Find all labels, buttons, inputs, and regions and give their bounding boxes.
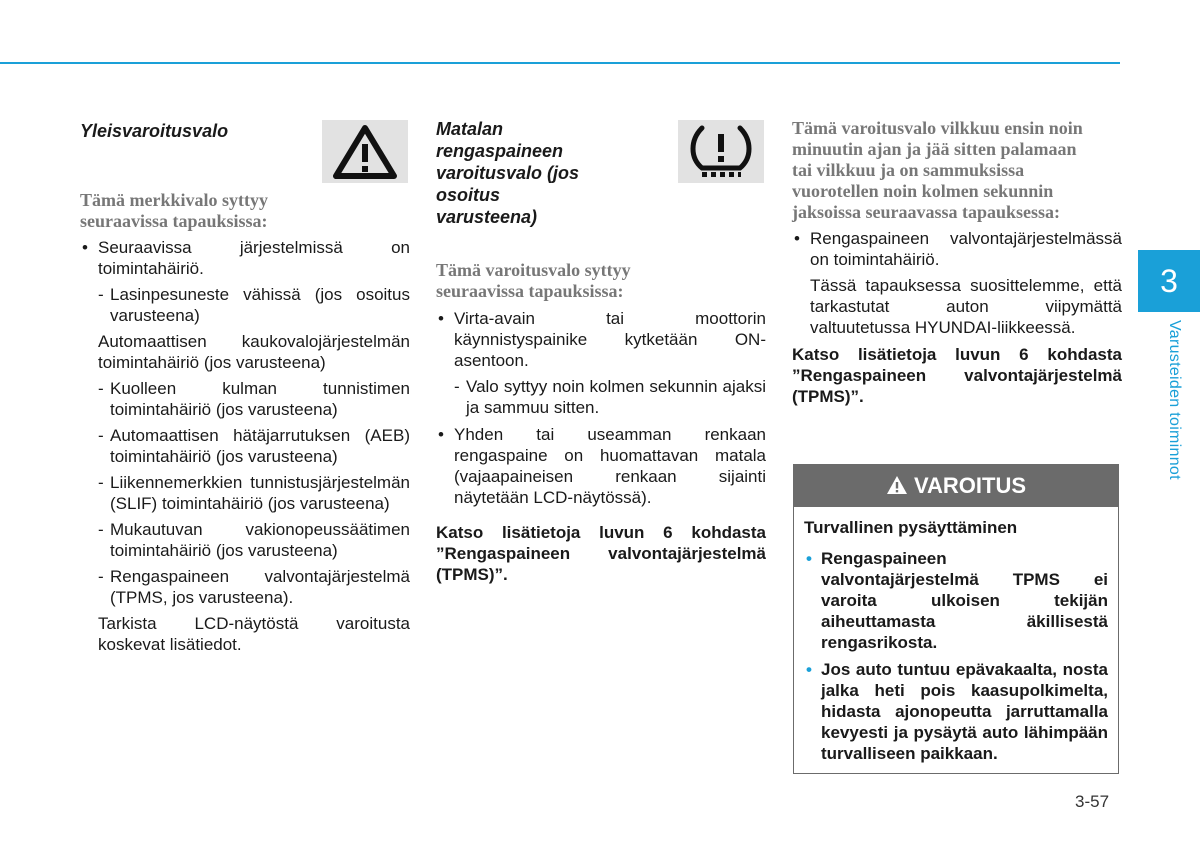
reference-note: Katso lisätietoja luvun 6 kohdasta ”Rengaspaineen valvontajärjestelmä (TPMS)”. [436, 523, 766, 584]
sub-item: - Automaattisen hätäjarrutuksen (AEB) toimintahäiriö (jos varusteena) [98, 425, 410, 467]
list-item [80, 237, 410, 655]
sub-item: - Lasinpesuneste vähissä (jos osoitus varusteena) [98, 284, 410, 326]
warning-body [794, 507, 1118, 764]
warning-header [794, 465, 1118, 507]
list-item-text: Virta-avain tai moottorin käynnistyspainike kytketään ON-asentoon. [454, 309, 766, 370]
reference-note: Katso lisätietoja luvun 6 kohdasta ”Rengaspaineen valvontajärjestelmä (TPMS)”. [792, 345, 1122, 406]
intro-text: Tämä varoitusvalo vilkkuu ensin noin minuutin ajan ja jää sitten palamaan tai vilkkuu ja on sammuksissa vuorotellen noin kolmen sekunnin jaksoissa seuraavassa tapauksessa: [792, 118, 1083, 222]
column-middle [436, 118, 766, 585]
column-right [792, 118, 1122, 407]
list-item-text: Seuraavissa järjestelmissä on toimintahäiriö. [98, 238, 410, 278]
sub-item: - Rengaspaineen valvontajärjestelmä (TPMS, jos varusteena). [98, 566, 410, 608]
warning-subtitle: Turvallinen pysäyttäminen [804, 518, 1018, 537]
column-left [80, 118, 410, 661]
sub-item: - Valo syttyy noin kolmen sekunnin ajaksi ja sammuu sitten. [454, 376, 766, 418]
sub-item: - Liikennemerkkien tunnistusjärjestelmän (SLIF) toimintahäiriö (jos varusteena) [98, 472, 410, 514]
warning-item: • Rengaspaineen valvontajärjestelmä TPMS ei varoita ulkoisen tekijän aiheuttamasta äkillisestä rengasrikosta. [804, 548, 1108, 653]
sub-paragraph: Tässä tapauksessa suosittelemme, että tarkastutat auton viipymättä valtuutetussa HYUNDAI-liikkeessä. [810, 276, 1122, 337]
sub-paragraph: Tarkista LCD-näytöstä varoitusta koskevat lisätiedot. [98, 614, 410, 654]
header-rule [0, 62, 1120, 64]
warning-box [793, 464, 1119, 774]
list-item [436, 308, 766, 418]
heading-tire-pressure: Matalan rengaspaineen varoitusvalo (jos osoitus varusteena) [436, 119, 580, 227]
sub-item: - Kuolleen kulman tunnistimen toimintahäiriö (jos varusteena) [98, 378, 410, 420]
warning-item: • Jos auto tuntuu epävakaalta, nosta jalka heti pois kaasupolkimelta, hidasta ajonopeutta jarruttamalla kevyesti ja pysäytä auto lähimpään turvalliseen paikkaan. [804, 659, 1108, 764]
intro-text: Tämä varoitusvalo syttyy seuraavissa tapauksissa: [436, 260, 631, 301]
list-item [792, 228, 1122, 338]
warning-title: VAROITUS [913, 473, 1027, 498]
page-number: 3-57 [1075, 792, 1110, 811]
sub-paragraph: Automaattisen kaukovalojärjestelmän toimintahäiriö (jos varusteena) [98, 332, 410, 372]
list-item-text: Rengaspaineen valvontajärjestelmässä on toimintahäiriö. [810, 229, 1122, 269]
heading-master-warning: Yleisvaroitusvalo [80, 121, 229, 141]
list-item: • Yhden tai useamman renkaan rengaspaine on huomattavan matala (vajaapaineisen renkaan sijainti näytetään LCD-näytössä). [436, 424, 766, 508]
warning-triangle-icon [886, 475, 908, 495]
sub-item: - Mukautuvan vakionopeussäätimen toimintahäiriö (jos varusteena) [98, 519, 410, 561]
chapter-tab: 3 [1138, 250, 1200, 312]
intro-text: Tämä merkkivalo syttyy seuraavissa tapauksissa: [80, 190, 268, 231]
chapter-title: Varusteiden toiminnot [1166, 320, 1183, 480]
